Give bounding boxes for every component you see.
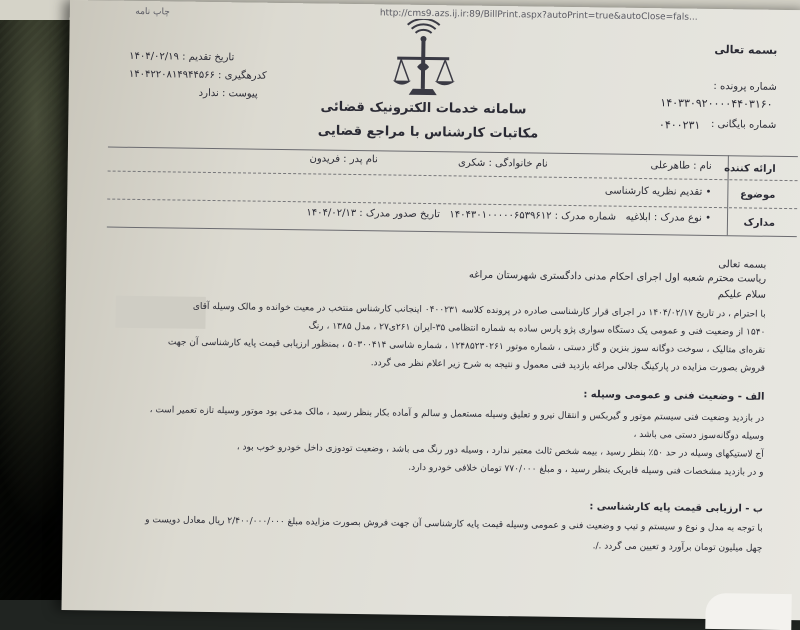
table-top-border	[108, 147, 798, 158]
document-type: نوع مدرک : ابلاغیه	[625, 211, 703, 224]
section-b-line: با توجه به مدل و نوع و سیستم و تیپ و وضعیت فنی و عمومی وسیله قیمت پایه کارشناسی آن جهت فروش بصورت مزایده مبلغ ۲/۴۰۰/۰۰۰/۰۰۰ ریال معادل دویست و	[145, 515, 763, 534]
section-b-line: چهل میلیون تومان برآورد و تعیین می گردد ./.	[592, 541, 763, 554]
submitter-last-name: نام خانوادگی : شکری	[457, 157, 548, 170]
page-url: http://cms9.azs.ij.ir:89/BillPrint.aspx?autoPrint=true&autoClose=fals...	[379, 8, 698, 23]
para1-line: نقره‌ای متالیک ، سوخت دوگانه سوز بنزین و گاز دستی ، شماره موتور ۱۲۴۸۵۲۳۰۲۶۱ ، شماره شاسی ۵۰۳۰۰۴۱۴ ، بمنظور ارزیابی قیمت پایه کارشناسی آن جهت	[167, 337, 766, 356]
table-row-divider	[107, 199, 797, 210]
section-b-title: ب - ارزیابی قیمت پایه کارشناسی :	[589, 501, 764, 515]
recipient: ریاست محترم شعبه اول اجرای احکام مدنی دادگستری شهرستان مراغه	[468, 269, 767, 285]
submitter-label: ارائه کننده	[724, 163, 776, 175]
judiciary-scales-logo	[386, 18, 459, 111]
document-page	[61, 0, 800, 620]
subject-text: تقدیم نظریه کارشناسی	[604, 185, 703, 198]
system-title: سامانه خدمات الکترونیک قضائی	[320, 99, 527, 118]
submitter-father-name: نام پدر : فریدون	[309, 153, 378, 166]
case-number: ۱۴۰۳۳۰۹۲۰۰۰۰۴۴۰۳۱۶۰	[660, 96, 773, 111]
corner-stamp	[705, 593, 791, 630]
table-bottom-border	[107, 227, 797, 238]
document-info: • نوع مدرک : ابلاغیه شماره مدرک : ۱۴۰۴۳۰۱۰۰۰۰۰۶۵۳۹۶۱۲ تاریخ صدور مدرک : ۱۴۰۴/۰۲/۱۳	[306, 207, 712, 224]
print-link[interactable]: چاپ نامه	[135, 6, 170, 18]
document-date: تاریخ صدور مدرک : ۱۴۰۴/۰۲/۱۳	[306, 207, 440, 221]
subject-label: موضوع	[740, 189, 776, 201]
body-bismillah: بسمه تعالی	[718, 259, 767, 271]
para1-line: با احترام ، در تاریخ ۱۴۰۴/۰۲/۱۷ در اجرای قرار کارشناسی صادره در پرونده کلاسه ۰۴۰۰۲۳۱ اینجانب کارشناس منتخب در معیت خوانده و مالک وسیله آقای	[192, 301, 766, 320]
para1-line: فروش بصورت مزایده در پارکینگ جلالی مراغه بازدید فنی معمول و نتیجه به شرح زیر اعلام نظر می گردد.	[370, 358, 765, 374]
attachment: ندارد	[198, 87, 219, 100]
section-a-line: آج لاستیکهای وسیله در حد ۵۰٪ بنظر رسید ، بیمه شخص ثالث معتبر ندارد ، وسیله دور رنگ می باشد ، وضعیت تودوزی داخل خودرو خوب بود ،	[236, 442, 764, 460]
tracking-code-label: کدرهگیری :	[218, 70, 267, 82]
document-number: شماره مدرک : ۱۴۰۴۳۰۱۰۰۰۰۰۶۵۳۹۶۱۲	[449, 209, 617, 223]
attachment-row	[199, 88, 258, 100]
case-number-label: شماره پرونده :	[713, 80, 777, 93]
section-a-line: و در بازدید مشخصات فنی وسیله فابریک بنظر رسید ، و مبلغ ۷۷۰/۰۰۰ تومان خلافی خودرو دارد.	[408, 462, 764, 478]
para1-line: ۱۵۴۰ از وضعیت فنی و عمومی یک دستگاه سواری پژو پارس ساده به شماره انتظامی ۳۵-ایران ۲۶۱ی۲۷ ، مدل ۱۳۸۵ ، رنگ	[308, 321, 766, 338]
tracking-code-row	[129, 69, 267, 82]
subject: • تقدیم نظریه کارشناسی	[604, 185, 712, 198]
header-bismillah: بسمه تعالی	[714, 43, 778, 57]
attachment-label: پیوست :	[221, 88, 258, 100]
system-subtitle: مکاتبات کارشناس با مراجع قضایی	[317, 123, 539, 142]
section-a-title: الف - وضعیت فنی و عمومی وسیله :	[583, 389, 765, 403]
submit-date-row	[129, 51, 234, 63]
section-a-line: وسیله دوگانه‌سوز دستی می باشد ،	[633, 429, 765, 442]
tracking-code: ۱۴۰۴۲۲۰۸۱۴۹۴۴۵۶۶	[128, 68, 215, 82]
section-a-line: در بازدید وضعیت فنی سیستم موتور و گیربکس و انتقال نیرو و تعلیق وسیله مستعمل و سالم و آماده بکار بنظر رسید ، مالک مدعی بود موتور وسیله تازه تعمیر است ،	[149, 405, 765, 424]
submit-date: ۱۴۰۴/۰۲/۱۹	[129, 50, 180, 63]
table-row-divider	[108, 171, 798, 182]
archive-number-label: شماره بایگانی :	[710, 118, 777, 131]
submit-date-label: تاریخ تقدیم :	[182, 51, 235, 64]
documents-label: مدارک	[743, 217, 776, 229]
archive-number: ۰۴۰۰۲۳۱	[658, 118, 701, 132]
redacted-area	[115, 296, 205, 329]
submitter-first-name: نام : طاهرعلی	[650, 160, 712, 172]
greeting: سلام علیکم	[717, 289, 767, 301]
